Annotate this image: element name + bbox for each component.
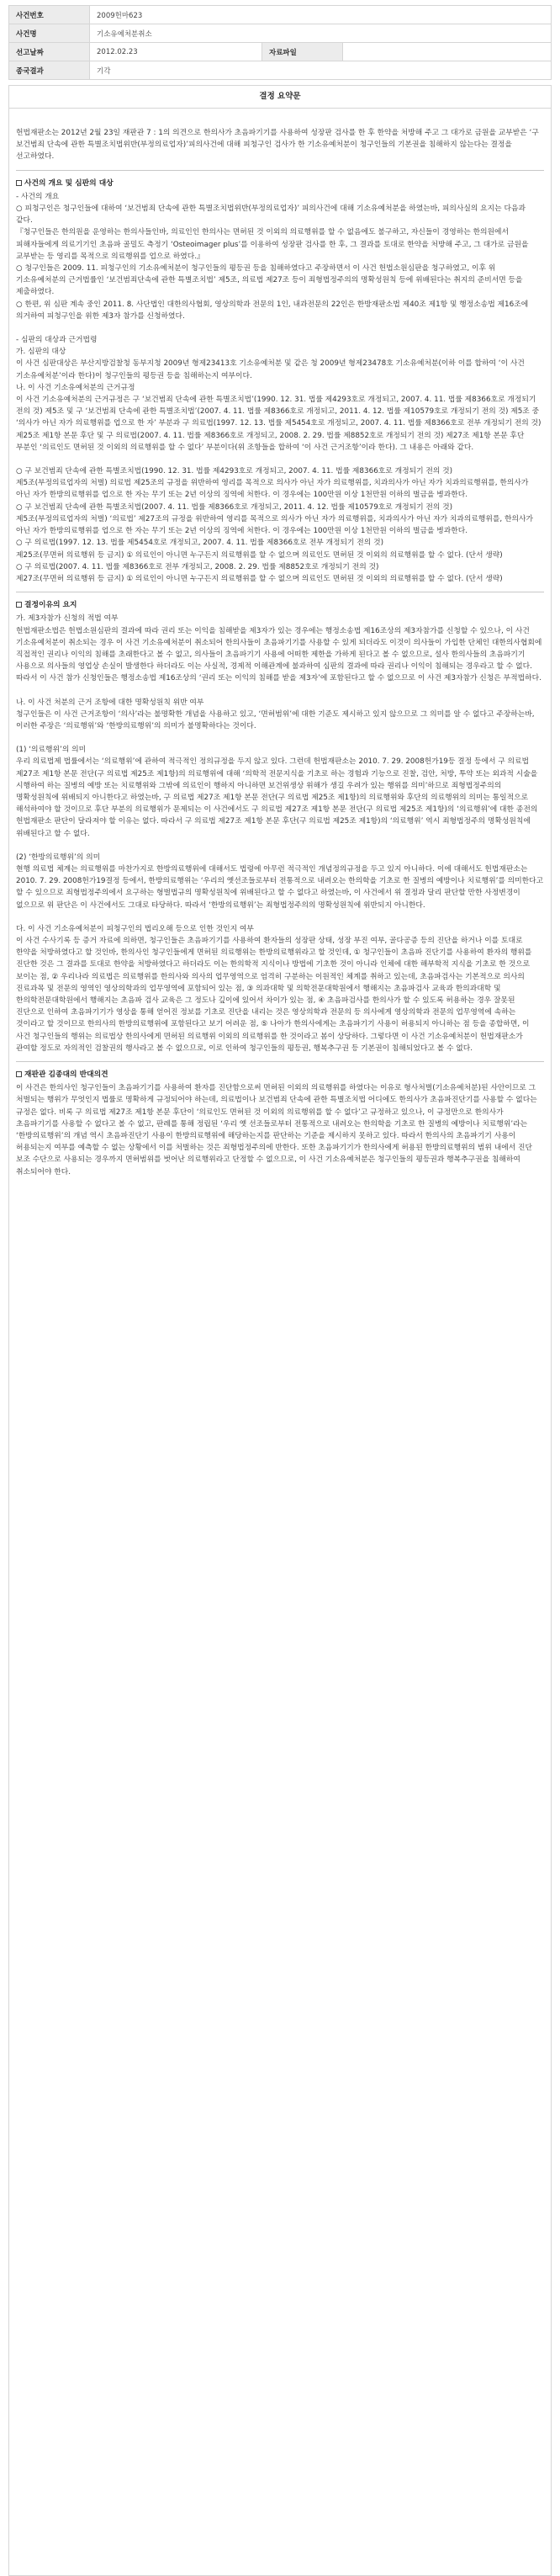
paragraph: 이 사건 심판대상은 부산지방검찰청 동부지청 2009년 형제23413호 기소유예처분 및 같은 청 2009년 형제23478호 기소유예처분(이하 이를 합하여 ‘이 사건 기소유예처분’이라 한다)이 청구인들의 평등권 등을 침해하는지 여부이다. [16,359,527,380]
paragraph: 가. 심판의 대상 [16,348,66,357]
attachment-value[interactable] [343,43,552,61]
paragraph: 제5조(부정의료업자의 처벌) 의료법 제25조의 규정을 위반하여 영리를 목적으로 의사가 아닌 자가 의료행위를, 치과의사가 아닌 자가 치과의료행위를, 한의사가 아닌 자가 한방의료행위를 업으로 한 자는 무기 또는 2년 이상의 징역에 처한다. 이 경우에는 100만원 이상 1천만원 이하의 벌금을 병과한다. [16,479,531,500]
paragraph: 이 사건 기소유예처분의 근거규정은 구 ‘보건범죄 단속에 관한 특별조치법’(1990. 12. 31. 법률 제4293호로 개정되고, 2007. 4. 11. 법률 제8366호로 개정되기 전의 것) 제5조 및 구 ‘보건범죄 단속에 관한 특별조치법’(2007. 4. 11. 법률 제8366호로 개정되고, 2011. 4. 12. 법률 제10579호로 개정되기 전의 것) 제5조 중 ‘의사가 아닌 자가 의료행위를 업으로 한 자’ 부분과 구 의료법(1997. 12. 13. 법률 제5454호로 개정되고, 2007. 4. 11. 법률 제8366호로 전부 개정되기 전의 것) 제25조 제1항 본문 후단 및 구 의료법(2007. 4. 11. 법률 제8366호로 개정되고, 2008. 2. 29. 법률 제8852호로 개정되기 전의 것) 제27조 제1항 본문 후단 부분인 ‘의료인도 면허된 것 이외의 의료행위를 할 수 없다’ 부분이다(위 조항들을 합하여 ‘이 사건 근거조항’이라 한다). 그 내용은 아래와 같다. [16,396,544,452]
paragraph: 다. 이 사건 기소유예처분이 피청구인의 법리오해 등으로 인한 것인지 여부 [16,924,254,933]
section-reasons-body [16,613,544,1054]
section-title: 사건의 개요 및 심판의 대상 [24,178,114,188]
section-heading-reasons [16,599,544,611]
result-label: 종국결과 [9,61,90,80]
paragraph: 나. 이 사건 기소유예처분의 근거규정 [16,383,135,392]
paragraph: (1) ‘의료행위’의 의미 [16,746,87,755]
paragraph: 우리 의료법제 법률에서는 ‘의료행위’에 관하여 적극적인 정의규정을 두지 않고 있다. 그런데 헌법재판소는 2010. 7. 29. 2008헌가19등 결정 등에서 구 의료법 제27조 제1항 본문 전단(구 의료법 제25조 제1항)의 의료행위에 대해 ‘의학적 전문지식을 기초로 하는 경험과 기능으로 진찰, 검안, 처방, 투약 또는 외과적 시술을 시행하여 하는 질병의 예방 또는 치료행위와 그밖에 의료인이 행하지 아니하면 보건위생상 위해가 생길 우려가 있는 행위를 의미’하므로 죄형법정주의의 명확성원칙에 위배되지 아니한다고 하였는바, 구 의료법 제27조 제1항 본문 전단(구 의료법 제25조 제1항)의 의료행위와 후단의 의료행위의 의미는 통일적으로 해석하여야 할 것이므로 후단 부분의 의료행위가 문제되는 이 사건에서도 구 의료법 제27조 제1항 본문 전단(구 의료법 제25조 제1항)의 ‘의료행위’에 대한 종전의 헌법재판소 판단이 달라져야 할 이유는 없다. 따라서 구 의료법 제27조 제1항 본문 후단(구 의료법 제25조 제1항)의 ‘의료행위’ 역시 죄형법정주의 명확성원칙에 위배된다고 할 수 없다. [16,757,541,838]
case-name-row [9,24,552,43]
section-dissent-body [16,1082,544,1178]
case-no-value: 2009헌마623 [90,6,552,24]
intro-paragraph: 헌법재판소는 2012년 2월 23일 재판관 7 : 1의 의견으로 한의사가 초음파기기를 사용하여 성장판 검사를 한 후 한약을 처방해 주고 그 대가로 금원을 교부받은 ‘구 보건범죄 단속에 관한 특별조치법위반(부정의료업자)’피의사건에 대해 피청구인 검사가 한 기소유예처분이 청구인들의 기본권을 침해하지 않는다는 결정을 선고하였다. [16,129,542,162]
paragraph: ○ 구 의료법(2007. 4. 11. 법률 제8366호로 전부 개정되고, 2008. 2. 29. 법률 제8852호로 개정되기 전의 것) [16,562,379,571]
summary-body [16,109,544,1178]
paragraph: 나. 이 사건 처분의 근거 조항에 대한 명확성원칙 위반 여부 [16,698,204,707]
paragraph: 제27조(무면허 의료행위 등 금지) ① 의료인이 아니면 누구든지 의료행위를 할 수 없으며 의료인도 면허된 것 이외의 의료행위를 할 수 없다. (단서 생략) [16,574,503,583]
paragraph: ○ 구 보건범죄 단속에 관한 특별조치법(2007. 4. 11. 법률 제8366호로 개정되고, 2011. 4. 12. 법률 제10579호로 개정되기 전의 것) [16,502,453,512]
paragraph: (2) ‘한방의료행위’의 의미 [16,852,101,862]
paragraph: ○ 한편, 위 심판 계속 중인 2011. 8. 사단법인 대한의사협회, 영상의학과 전문의 1인, 내과전문의 22인은 한방재판소법 제40조 제1항 및 행정소송법 제16조에 의거하여 피청구인을 위한 제3자 참가를 신청하였다. [16,300,531,321]
paragraph: 현행 의료법 체계는 의료행위를 마찬가지로 한방의료행위에 대해서도 법령에 아무런 적극적인 개념정의규정을 두고 있지 아니하다. 이에 대해서도 헌법재판소는 2010. 7. 29. 2008헌가19결정 등에서, 한방의료행위는 ‘우리의 옛선조들로부터 전통적으로 내려오는 한의학을 기초로 한 질병의 예방이나 치료행위’를 의미한다고 할 수 있으므로 죄형법정주의에서 요구하는 형벌법규의 명확성원칙에 위배된다고 할 수 없다고 하였는바, 이 사건에서 위 결정과 달리 판단할 만한 사정변경이 없으므로 위 판단은 이 사건에서도 그대로 타당하다. 따라서 ‘한방의료행위’는 죄형법정주의의 명확성원칙에 위반되지 아니한다. [16,864,546,910]
paragraph: ○ 청구인들은 2009. 11. 피청구인의 기소유예처분이 청구인들의 평등권 등을 침해하였다고 주장하면서 이 사건 헌법소원심판을 청구하였고, 이후 위 기소유예처분의 근거법률인 ‘보건범죄단속에 관한 특별조치법’ 제5조, 의료법 제27조 등이 죄형법정주의의 명확성원칙 등에 위배된다는 취지의 준비서면 등을 제출하였다. [16,264,526,297]
attachment-label: 자료파일 [262,43,343,61]
case-name-value: 기소유예처분취소 [90,24,552,43]
paragraph: 청구인들은 이 사건 근거조항이 ‘의사’라는 불명확한 개념을 사용하고 있고, ‘면허범위’에 대한 기준도 제시하고 있지 않으므로 그 의미를 알 수 없다고 주장하는바, 이러한 주장은 ‘의료행위’와 ‘한방의료행위’의 의미가 불명확하다는 것이다. [16,709,537,730]
case-name-label: 사건명 [9,24,90,43]
divider [16,170,544,171]
date-row [9,43,552,61]
case-info-table [8,5,552,80]
square-bullet-icon [16,602,22,608]
paragraph: ○ 피청구인은 청구인들에 대하여 ‘보건범죄 단속에 관한 특별조치법위반(부정의료업자)’ 피의사건에 대해 기소유예처분을 하였는바, 피의사실의 요지는 다음과 같다. [16,204,528,226]
paragraph: 헌법재판소법은 헌법소원심판의 결과에 따라 권리 또는 이익을 침해받을 제3자가 있는 경우에는 행정소송법 제16조상의 제3자참가를 신청할 수 있으나, 이 사건 기소유예처분이 취소되는 경우 이 사건 기소유예처분이 취소되어 한의사들이 초음파기기를 사용할 수 있게 되더라도 이것이 의사들이 가입한 단체인 대한의사협회에 직접적인 권리나 이익의 침해를 초래한다고 볼 수 없고, 의사들이 초음파기기 사용에 어떠한 제한을 가하게 된다고 볼 수 없으므로, 설사 한의사들의 초음파기기 사용으로 의사들의 영업상 손실이 발생한다 하더라도 이는 사실적, 경제적 이해관계에 불과하여 심판의 결과에 따라 권리나 이익이 침해되는 경우라고 할 수 없다. 따라서 이 사건 참가 신청인들은 행정소송법 제16조상의 ‘권리 또는 이익의 침해를 받을 제3자’에 포함된다고 할 수 없으므로 이 사건 제3자참가 신청은 부적법하다. [16,626,545,683]
case-no-label: 사건번호 [9,6,90,24]
section-overview-body [16,191,544,585]
square-bullet-icon [16,180,22,186]
result-row [9,61,552,80]
square-bullet-icon [16,1071,22,1077]
date-value: 2012.02.23 [90,43,262,61]
paragraph: 제25조(무면허 의료행위 등 금지) ① 의료인이 아니면 누구든지 의료행위를 할 수 없으며 의료인도 면허된 것 이외의 의료행위를 할 수 없다. (단서 생략) [16,550,503,560]
case-no-row [9,6,552,24]
paragraph: 제5조(부정의료업자의 처벌) ‘의료법’ 제27조의 규정을 위반하여 영리를 목적으로 의사가 아닌 자가 의료행위를, 치과의사가 아닌 자가 치과의료행위를, 한의사가 아닌 자가 한방의료행위를 업으로 한 자는 무기 또는 2년 이상의 징역에 처한다. 이 경우에는 100만원 이상 1천만원 이하의 벌금을 병과한다. [16,514,536,536]
paragraph: 이 사건은 한의사인 청구인들이 초음파기기를 사용하여 환자를 진단함으로써 면허된 이외의 의료행위를 하였다는 이유로 형사처벌(기소유예처분)된 사안이므로 그 처벌되는 행위가 무엇인지 법률로 명확하게 규정되어야 하는데, 의료법이나 보건범죄 단속에 관한 특별조치법 어디에도 한의사가 초음파진단기를 사용할 수 없다는 규정은 없다. 비록 구 의료법 제27조 제1항 본문 후단이 ‘의료인도 면허된 것 이외의 의료행위를 할 수 없다’고 규정하고 있으나, 이 규정만으로 한의사가 초음파기기를 사용할 수 없다고 볼 수 없고, 판례를 통해 정립된 ‘우리 옛 선조들로부터 전통적으로 내려오는 한의학을 기초로 한 질병의 예방이나 치료행위’라는 ‘한방의료행위’의 개념 역시 초음파진단기 사용이 한방의료행위에 해당하는지를 판단하는 기준을 제시하지 못하고 있다. 따라서 한의사의 초음파기기 사용이 허용되는지 여부를 예측할 수 없는 상황에서 이를 처벌하는 것은 죄형법정주의에 반한다. 또한 초음파기기가 한의사에게 허용된 한방의료행위의 범위 내에서 진단 보조 수단으로 사용되는 경우까지 면허범위를 벗어난 의료행위라고 단정할 수 없으므로, 이 사건 기소유예처분은 청구인들의 평등권과 행복추구권을 침해하여 취소되어야 한다. [16,1084,540,1176]
decision-summary-panel [8,85,552,2576]
paragraph: - 심판의 대상과 근거법령 [16,336,98,345]
summary-title: 결정 요약문 [9,86,551,109]
divider [16,1061,544,1062]
section-heading-dissent [16,1069,544,1081]
result-value: 기각 [90,61,552,80]
section-title: 결정이유의 요지 [24,601,77,610]
paragraph: ○ 구 보건범죄 단속에 관한 특별조치법(1990. 12. 31. 법률 제4293호로 개정되고, 2007. 4. 11. 법률 제8366호로 개정되기 전의 것) [16,467,453,476]
section-title: 재판관 김종대의 반대의견 [24,1070,108,1080]
date-label: 선고날짜 [9,43,90,61]
section-heading-overview [16,178,544,189]
paragraph: ○ 구 의료법(1997. 12. 13. 법률 제5454호로 개정되고, 2007. 4. 11. 법률 제8366호로 전부 개정되기 전의 것) [16,539,384,548]
paragraph: 『청구인들은 한의원을 운영하는 한의사들인바, 의료인인 한의사는 면허된 것 이외의 의료행위를 할 수 없음에도 불구하고, 자신들이 경영하는 한의원에서 피해자들에게 의료기기인 초음파 골밀도 측정기 ‘Osteoimager plus’를 이용하여 성장판 검사를 한 후, 그 결과를 토대로 한약을 처방해 주고, 그 대가로 금원을 교부받는 등 영리를 목적으로 의료행위를 업으로 하였다.』 [16,228,531,261]
paragraph: 이 사건 수사기록 등 증거 자료에 의하면, 청구인들은 초음파기기를 사용하여 환자들의 성장판 상태, 성장 부진 여부, 골다공증 등의 진단을 하거나 이를 토대로 한약을 처방하였다고 할 것인바, 한의사인 청구인들에게 면허된 의료행위는 한방의료행위라고 할 것인데, ① 청구인들이 초음파 진단기를 사용하여 환자의 행위를 진단한 것은 그 결과를 토대로 한약을 처방하였다고 하더라도 이는 한의학적 지식이나 방법에 기초한 것이 아니라 인체에 대한 해부학적 지식을 기초로 한 것으로 보이는 점, ② 우리나라 의료법은 의료행위를 한의사와 의사의 업무영역으로 엄격히 구분하는 이원적인 체계를 취하고 있는데, 초음파검사는 기본적으로 의사의 진료과목 및 전문의 영역인 영상의학과의 업무영역에 포함되어 있는 점, ③ 의과대학 및 의학전문대학원에서 행해지는 초음파검사 교육과 한의과대학 및 한의학전문대학원에서 행해지는 초음파 검사 교육은 그 정도나 깊이에 있어서 차이가 있는 점, ④ 초음파검사를 한의사가 할 수 있도록 허용하는 경우 잘못된 진단으로 인하여 초음파기기가 영상을 통해 얻어진 정보를 기초로 진단을 내리는 것은 영상의학과 전문의 등 의사에게 영상의학과 전문의 업무영역에 속하는 것이라고 할 것이므로 한의사의 한방의료행위에 포함된다고 보기 어려운 점, ⑤ 나아가 한의사에게는 초음파기기 사용이 허용되지 아니하는 점 등을 종합하면, 이 사건 청구인들의 행위는 의료법상 한의사에게 면허된 의료행위 이외의 의료행위를 한 것이라고 봄이 상당하다. 그렇다면 이 사건 기소유예처분이 헌법재판소가 관여할 정도로 자의적인 검찰권의 행사라고 볼 수 없으므로, 이로 인하여 청구인들의 평등권, 행복추구권 등 기본권이 침해되었다고 볼 수 없다. [16,936,535,1053]
paragraph: - 사건의 개요 [16,192,60,201]
paragraph: 가. 제3자참가 신청의 적법 여부 [16,614,119,624]
